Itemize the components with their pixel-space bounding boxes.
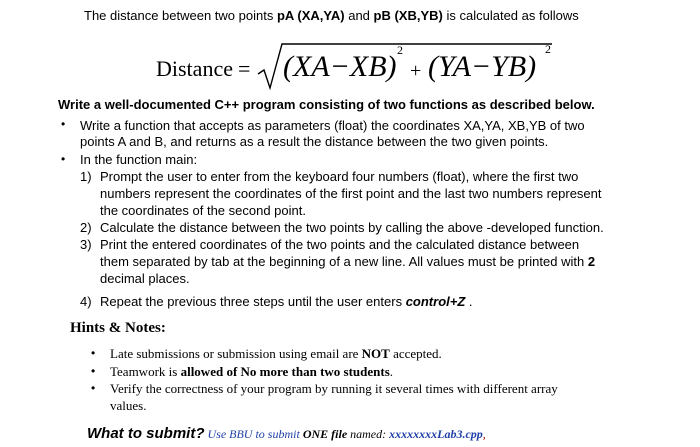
step-1-line-1: Prompt the user to enter from the keyboard four numbers (float), where the first two	[100, 169, 579, 184]
decimal-count: 2	[587, 254, 596, 269]
task-heading: Write a well-documented C++ program consisting of two functions as described below.	[58, 97, 595, 112]
formula-term2: (YA−YB)	[428, 50, 537, 83]
submit-text-1: Use BBU to submit	[204, 427, 303, 441]
hint-2-text: Teamwork is	[110, 364, 181, 379]
formula-equals: =	[238, 56, 251, 81]
intro-and: and	[344, 8, 374, 23]
bullet-1-line-2: points A and B, and returns as a result the distance between the two given points.	[80, 134, 549, 149]
step-1-number: 1)	[80, 169, 92, 184]
submit-line	[87, 425, 486, 443]
step-3-line-2	[100, 254, 595, 269]
intro-suffix: is calculated as follows	[442, 8, 579, 23]
bullet-dot: •	[91, 381, 96, 395]
bullet-dot: •	[91, 346, 96, 360]
step-1-line-2: numbers represent the coordinates of the first point and the last two numbers represent	[100, 186, 602, 201]
hint-1-tail: accepted.	[389, 346, 442, 361]
step-3-line-1: Print the entered coordinates of the two points and the calculated distance between	[100, 237, 580, 252]
bullet-2-line-1: In the function main:	[80, 152, 198, 167]
hint-2-tail: .	[389, 364, 394, 379]
bullet-dot: •	[91, 364, 96, 378]
bullet-dot: •	[61, 117, 66, 131]
control-z-key: control+Z	[405, 294, 466, 309]
hint-3-line-1: Verify the correctness of your program by running it several times with different array	[110, 381, 558, 396]
step-3-line-2-text: them separated by tab at the beginning of a new line. All values must be printed with	[100, 254, 588, 269]
step-1-line-3: the coordinates of the second point.	[100, 203, 306, 218]
point-a-label: pA (XA,YA)	[276, 8, 345, 23]
formula-exp2: 2	[545, 42, 551, 56]
step-4-text: Repeat the previous three steps until the user enters	[100, 294, 406, 309]
hint-3-line-2: values.	[110, 398, 147, 413]
step-3-line-3: decimal places.	[100, 271, 190, 286]
bullet-1-line-1: Write a function that accepts as parameters (float) the coordinates XA,YA, XB,YB of two	[80, 118, 585, 133]
hint-1	[110, 346, 442, 362]
step-4-line	[100, 294, 473, 309]
submit-one-file: ONE file	[302, 427, 348, 441]
bullet-dot: •	[61, 152, 66, 166]
step-4-end: .	[465, 294, 473, 309]
hint-2	[110, 364, 393, 380]
intro-prefix: The distance between two points	[84, 8, 277, 23]
step-3-number: 3)	[80, 237, 92, 252]
submit-filename: xxxxxxxxLab3.cpp	[389, 427, 483, 441]
submit-text-2: named:	[347, 427, 390, 441]
formula-term1: (XA−XB)	[283, 50, 397, 83]
formula-lhs: Distance	[156, 56, 233, 81]
formula-exp1: 2	[397, 43, 403, 57]
step-4-number: 4)	[80, 294, 92, 309]
submit-label: What to submit?	[87, 425, 205, 442]
step-2-number: 2)	[80, 220, 92, 235]
hint-1-text: Late submissions or submission using email are	[110, 346, 362, 361]
hint-1-bold: NOT	[361, 346, 390, 361]
point-b-label: pB (XB,YB)	[373, 8, 443, 23]
submit-comma: ,	[482, 427, 486, 441]
formula-plus: +	[410, 60, 422, 82]
step-2-line-1: Calculate the distance between the two points by calling the above -developed function.	[100, 220, 604, 235]
hints-title: Hints & Notes:	[70, 320, 166, 336]
intro-line	[84, 8, 579, 23]
hint-2-bold: allowed of No more than two students	[180, 364, 390, 379]
